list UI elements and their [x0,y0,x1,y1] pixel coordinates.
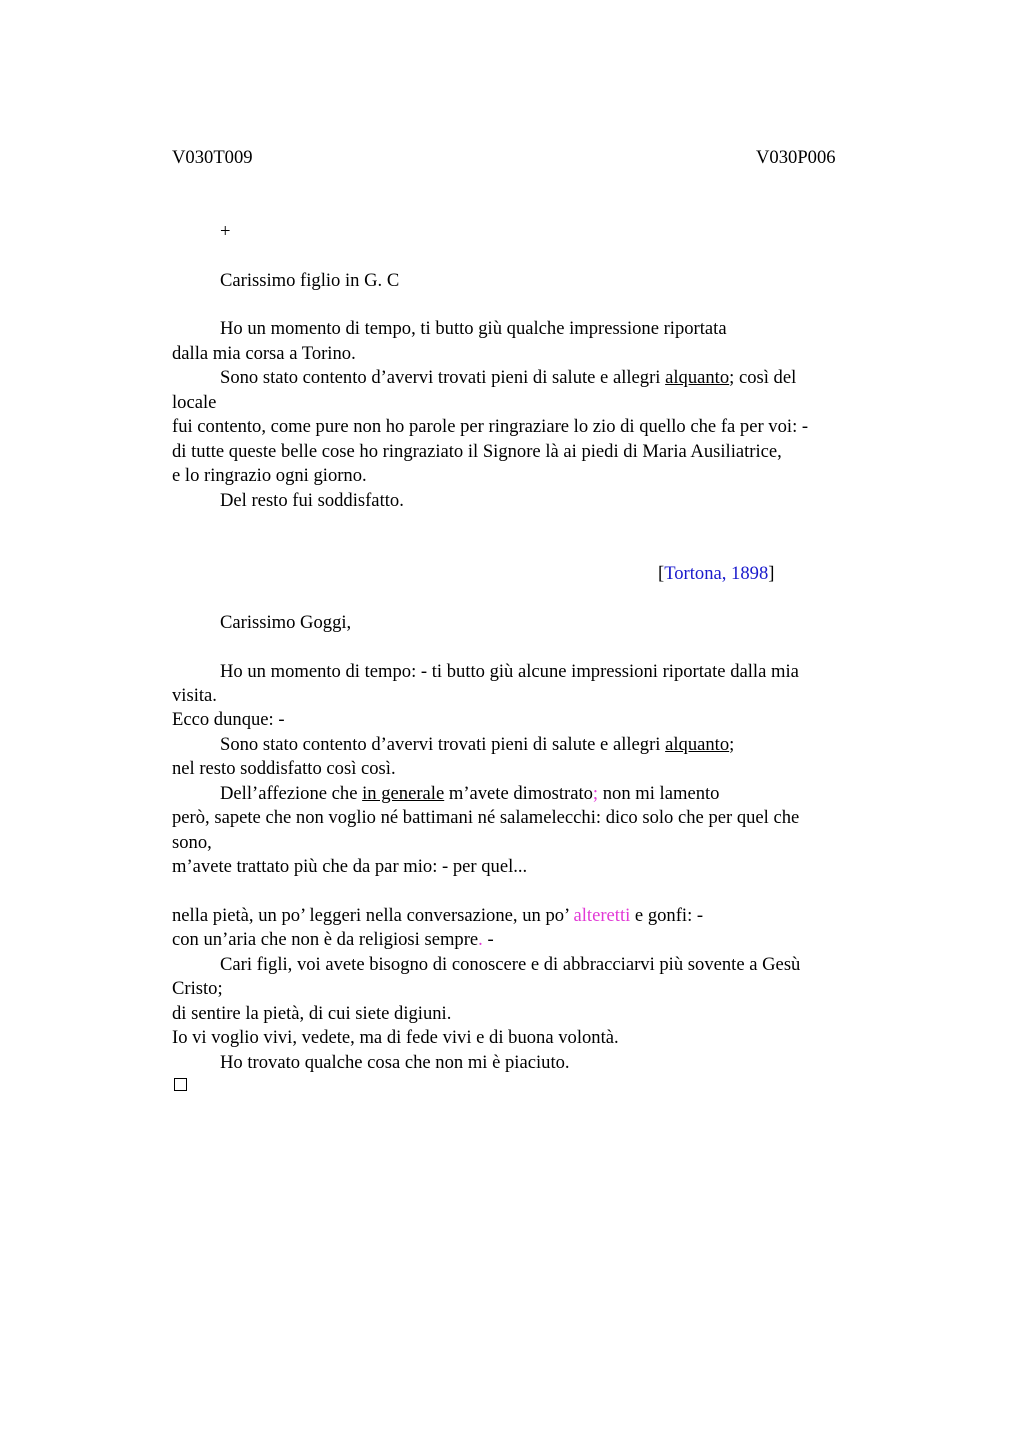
cross-symbol: + [220,221,231,242]
underlined-phrase: in generale [362,783,445,804]
letter2-line-15: Io vi voglio vivi, vedete, ma di fede vivi e di buona volontà. [172,1027,619,1048]
header-right-code: V030P006 [756,147,836,168]
letter2-line-10 [172,904,703,928]
letter1-line-2: dalla mia corsa a Torino. [172,343,356,364]
letter2-line-11 [172,928,494,952]
letter2-line-3: Ecco dunque: - [172,709,285,730]
empty-checkbox-icon [174,1078,187,1091]
magenta-semicolon: ; [592,783,599,804]
letter2-line-1: Ho un momento di tempo: - ti butto giù alcune impressioni riportate dalla mia [220,661,799,682]
letter2-line-11-text-b: - [482,929,494,950]
date-bracket-open: [ [658,563,665,584]
letter2-line-10-text-a: nella pietà, un po’ leggeri nella conversazione, un po’ [172,905,574,926]
letter1-line-7: e lo ringrazio ogni giorno. [172,465,367,486]
letter2-line-10-text-b: e gonfi: - [630,905,704,926]
letter2-line-9: m’avete trattato più che da par mio: - per quel... [172,856,528,877]
date-annotation [658,562,774,586]
letter2-line-7: però, sapete che non voglio né battimani né salamelecchi: dico solo che per quel che [172,807,800,828]
underlined-word: alquanto [665,367,730,388]
letter2-line-13: Cristo; [172,978,223,999]
letter2-line-6 [220,782,719,806]
letter2-line-12: Cari figli, voi avete bisogno di conoscere e di abbracciarvi più sovente a Gesù [220,954,801,975]
date-bracket-close: ] [768,563,775,584]
letter1-line-3-text-b: ; così del [729,367,797,388]
letter2-line-5: nel resto soddisfatto così così. [172,758,396,779]
letter2-salutation: Carissimo Goggi, [220,612,352,633]
letter1-line-1: Ho un momento di tempo, ti butto giù qualche impressione riportata [220,318,727,339]
letter1-line-5: fui contento, come pure non ho parole per ringraziare lo zio di quello che fa per voi: - [172,416,809,437]
underlined-word: alquanto [665,734,730,755]
header-left-code: V030T009 [172,147,253,168]
letter2-line-16: Ho trovato qualche cosa che non mi è piaciuto. [220,1052,570,1073]
magenta-period: . [478,929,483,950]
letter2-line-6-text-b: m’avete dimostrato [444,783,593,804]
letter2-line-2: visita. [172,685,217,706]
letter1-line-8: Del resto fui soddisfatto. [220,490,404,511]
letter2-line-8: sono, [172,832,212,853]
letter2-line-4-text-b: ; [729,734,735,755]
letter2-line-6-text-c: non mi lamento [598,783,720,804]
letter1-line-4: locale [172,392,217,413]
letter1-line-6: di tutte queste belle cose ho ringraziato il Signore là ai piedi di Maria Ausiliatrice, [172,441,782,462]
letter1-line-3-text-a: Sono stato contento d’avervi trovati pieni di salute e allegri [220,367,666,388]
letter2-line-14: di sentire la pietà, di cui siete digiuni. [172,1003,452,1024]
letter2-line-11-text-a: con un’aria che non è da religiosi sempre [172,929,479,950]
magenta-word: alteretti [573,905,631,926]
letter2-line-4 [220,733,734,757]
letter2-line-6-text-a: Dell’affezione che [220,783,363,804]
letter1-salutation: Carissimo figlio in G. C [220,270,400,291]
letter1-line-3 [220,366,796,390]
date-text: Tortona, 1898 [664,563,769,584]
letter2-line-4-text-a: Sono stato contento d’avervi trovati pieni di salute e allegri [220,734,666,755]
